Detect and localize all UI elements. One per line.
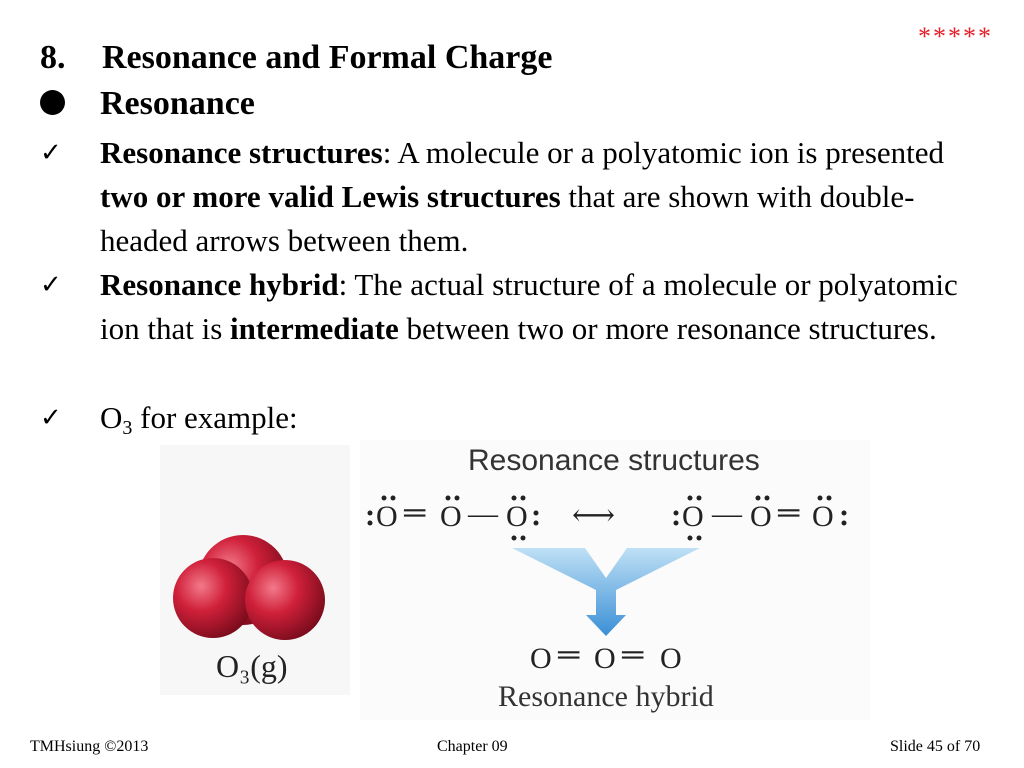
hybrid-atom-oxygen: O xyxy=(660,642,682,675)
subheading-text: Resonance xyxy=(100,85,255,122)
lewis-atom-oxygen: O xyxy=(750,500,772,533)
footer-chapter: Chapter 09 xyxy=(437,738,508,755)
checkmark-icon: ✓ xyxy=(40,403,62,432)
section-number: 8. xyxy=(40,39,66,76)
checkmark-icon: ✓ xyxy=(40,270,62,299)
bullet-text: for example: xyxy=(132,400,298,435)
single-bond-icon: — xyxy=(712,497,742,530)
partial-double-bond-icon: ═ xyxy=(622,638,644,671)
checkmark-icon: ✓ xyxy=(40,138,62,167)
resonance-structures-title: Resonance structures xyxy=(468,444,760,477)
footer-author: TMHsiung ©2013 xyxy=(30,738,149,755)
lewis-atom-oxygen: O xyxy=(506,500,528,533)
lewis-atom-oxygen: O xyxy=(376,500,398,533)
bullet-emphasis: intermediate xyxy=(230,311,399,346)
lewis-atom-oxygen: O xyxy=(812,500,834,533)
bullet-text: : A molecule or a polyatomic ion is presented xyxy=(382,135,945,170)
section-title: Resonance and Formal Charge xyxy=(102,39,553,76)
bullet-emphasis: two or more valid Lewis structures xyxy=(100,179,561,214)
bullet-term: Resonance structures xyxy=(100,135,383,170)
bullet-text: : The actual structure of a molecule or polyatomic ion that is xyxy=(100,267,958,346)
hybrid-atom-oxygen: O xyxy=(530,642,552,675)
single-bond-icon: — xyxy=(468,497,498,530)
double-headed-arrow-icon: ⟷ xyxy=(572,499,616,532)
resonance-hybrid-title: Resonance hybrid xyxy=(498,680,714,713)
priority-stars: ***** xyxy=(918,22,993,51)
lewis-atom-oxygen: O xyxy=(682,500,704,533)
ozone-formula: O xyxy=(100,400,123,435)
double-bond-icon: ═ xyxy=(778,496,800,529)
hybrid-atom-oxygen: O xyxy=(594,642,616,675)
footer-slide-number: Slide 45 of 70 xyxy=(890,738,981,755)
double-bond-icon: ═ xyxy=(404,496,426,529)
bullet-term: Resonance hybrid xyxy=(100,267,339,302)
bullet-text-end: between two or more resonance structures. xyxy=(398,311,937,346)
partial-double-bond-icon: ═ xyxy=(558,638,580,671)
lewis-atom-oxygen: O xyxy=(440,500,462,533)
bullet-text-end: that are shown with double-headed arrows between them. xyxy=(100,179,915,258)
molecule-label: O₃(g) xyxy=(216,648,288,684)
ozone-subscript: 3 xyxy=(122,417,133,439)
